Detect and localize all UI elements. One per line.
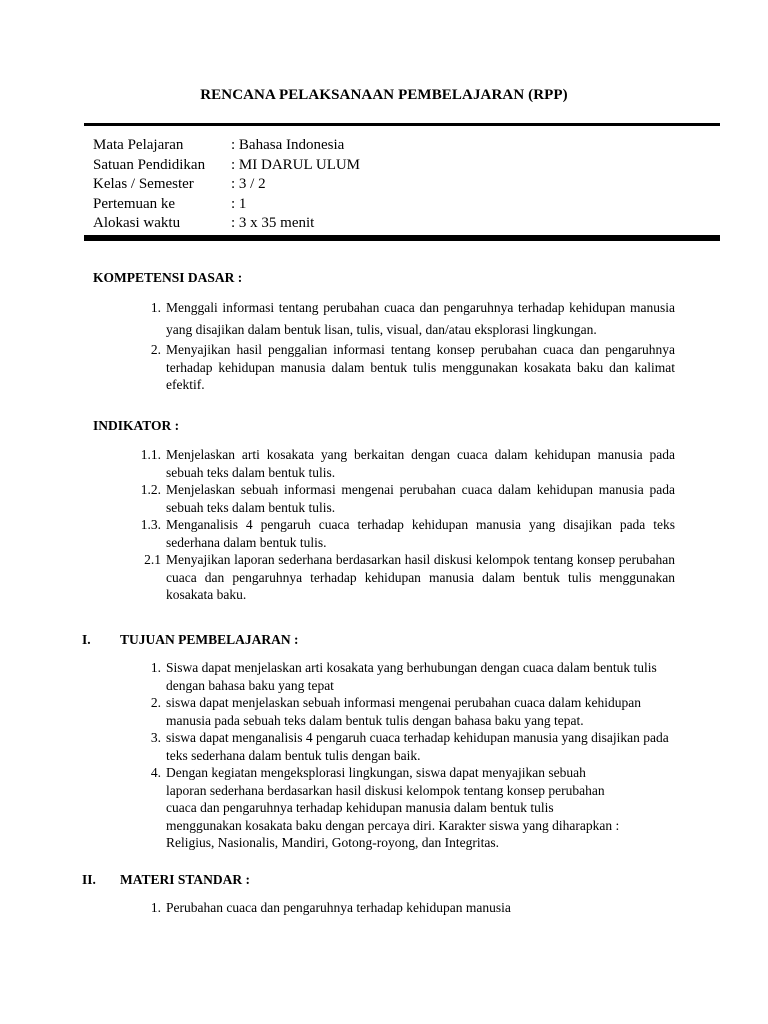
info-value: : 3 / 2 [231,176,266,192]
list-item [130,764,625,852]
info-row [93,156,360,176]
list-item [130,481,675,516]
materi-heading-text: MATERI STANDAR : [120,872,251,887]
item-text: Menggali informasi tentang perubahan cuaca dan pengaruhnya terhadap kehidupan manusia yang disajikan dalam bentuk lisan, tulis, visual, dan/atau eksplorasi lingkungan. [166,300,675,337]
item-number: 1. [150,900,161,915]
item-number: 4. [150,765,161,780]
item-text: Siswa dapat menjelaskan arti kosakata yang berhubungan dengan cuaca dalam bentuk tulis dengan bahasa baku yang tepat [166,660,657,693]
roman-numeral: I. [82,632,91,647]
list-item [130,659,675,694]
info-row [93,175,360,195]
info-label: Alokasi waktu [93,215,181,231]
tujuan-heading-text: TUJUAN PEMBELAJARAN : [120,632,299,647]
list-item [130,694,675,729]
bottom-rule [84,235,720,241]
item-number: 2. [150,695,161,710]
indikator-heading: INDIKATOR : [93,418,180,433]
item-text: Perubahan cuaca dan pengaruhnya terhadap kehidupan manusia [166,900,511,915]
item-number: 2.1 [144,552,161,567]
materi-heading [82,872,250,888]
item-text: Menyajikan laporan sederhana berdasarkan hasil diskusi kelompok tentang konsep perubahan cuaca dan pengaruhnya terhadap kehidupan manusia dalam bentuk tulis menggunakan kosakata baku. [166,552,675,602]
top-rule [84,123,720,126]
item-text: Menganalisis 4 pengaruh cuaca terhadap kehidupan manusia yang disajikan pada teks sederhana dalam bentuk tulis. [166,517,675,550]
roman-numeral: II. [82,872,96,887]
materi-list [130,899,675,917]
info-row [93,136,360,156]
item-number: 1. [150,300,161,315]
item-text: siswa dapat menganalisis 4 pengaruh cuaca terhadap kehidupan manusia yang disajikan pada teks sederhana dalam bentuk tulis dengan baik. [166,730,669,763]
list-item [130,341,675,394]
info-label: Mata Pelajaran [93,137,184,153]
info-label: Kelas / Semester [93,176,194,192]
item-number: 1.2. [140,482,161,497]
item-number: 1. [150,660,161,675]
item-number: 3. [150,730,161,745]
info-block [93,136,360,234]
info-value: : MI DARUL ULUM [231,156,361,173]
kompetensi-list [130,297,675,394]
item-number: 2. [150,342,161,357]
tujuan-list [130,659,675,852]
list-item [130,899,675,917]
item-text: siswa dapat menjelaskan sebuah informasi mengenai perubahan cuaca dalam kehidupan manusia pada sebuah teks dalam bentuk tulis dengan bahasa baku yang tepat. [166,695,641,728]
tujuan-heading [82,632,299,648]
info-label: Pertemuan ke [93,195,176,212]
document-title: RENCANA PELAKSANAAN PEMBELAJARAN (RPP) [200,87,568,103]
info-row [93,214,360,234]
list-item [130,551,675,604]
item-text: Menyajikan hasil penggalian informasi tentang konsep perubahan cuaca dan pengaruhnya terhadap kehidupan manusia dalam bentuk tulis menggunakan kosakata baku dan kalimat efektif. [166,342,675,392]
item-text: Menjelaskan arti kosakata yang berkaitan dengan cuaca dalam kehidupan manusia pada sebuah teks dalam bentuk tulis. [166,447,675,480]
list-item [130,729,675,764]
indikator-list [130,446,675,604]
item-number: 1.1. [140,447,161,462]
list-item [130,297,675,341]
info-value: : 1 [231,195,247,212]
info-value: : 3 x 35 menit [231,215,315,231]
info-row [93,195,360,215]
kompetensi-heading: KOMPETENSI DASAR : [93,270,243,285]
item-text: Dengan kegiatan mengeksplorasi lingkungan, siswa dapat menyajikan sebuah laporan sederhana berdasarkan hasil diskusi kelompok tentang konsep perubahan cuaca dan pengaruhnya terhadap kehidupan manusia dalam bentuk tulis menggunakan kosakata baku dengan percaya diri. Karakter siswa yang diharapkan : Religius, Nasionalis, Mandiri, Gotong-royong, dan Integritas. [166,765,620,850]
item-text: Menjelaskan sebuah informasi mengenai perubahan cuaca dalam kehidupan manusia pada sebuah teks dalam bentuk tulis. [166,482,675,515]
info-label: Satuan Pendidikan [93,156,206,173]
list-item [130,516,675,551]
item-number: 1.3. [140,517,161,532]
info-value: : Bahasa Indonesia [231,137,345,153]
list-item [130,446,675,481]
